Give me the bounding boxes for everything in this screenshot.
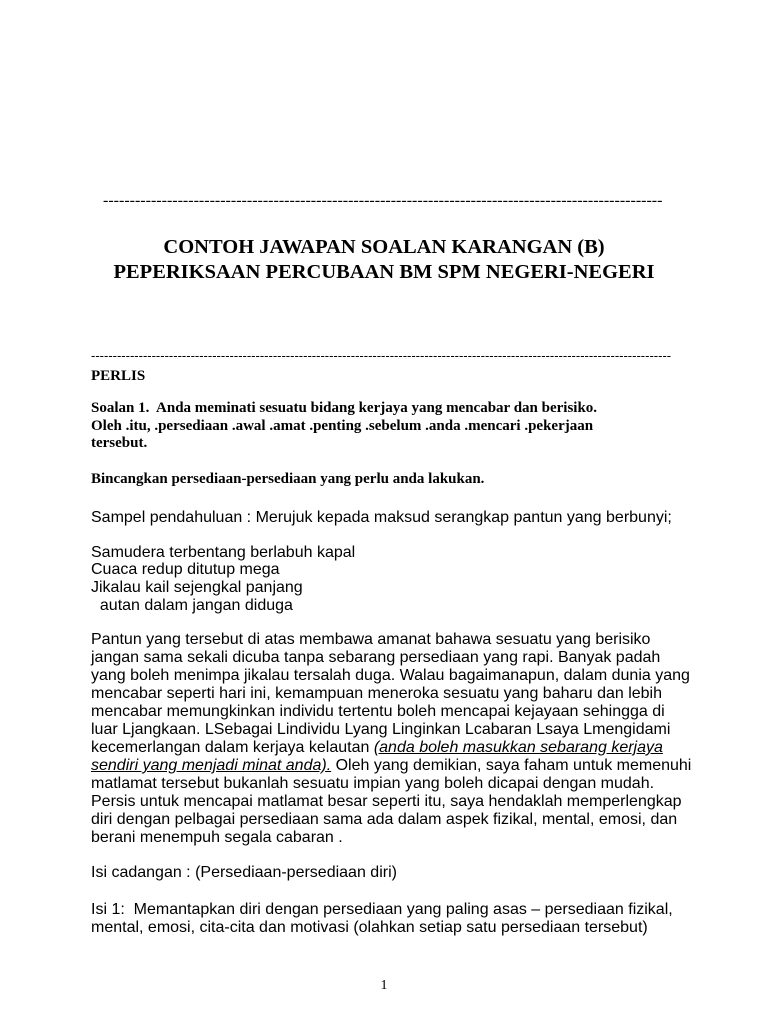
paragraph-line: matlamat tersebut bukanlah sesuatu impian yang boleh dicapai dengan mudah. bbox=[91, 775, 655, 792]
question-line: tersebut. bbox=[91, 435, 148, 451]
paragraph-line: Persis untuk mencapai matlamat besar seperti itu, saya hendaklah memperlengkap bbox=[91, 793, 682, 810]
paragraph-line: diri dengan pelbagai persediaan sama ada dalam aspek fizikal, mental, emosi, dan bbox=[91, 811, 678, 828]
pantun-line: autan dalam jangan diduga bbox=[91, 597, 293, 614]
paragraph-line: mencabar seperti hari ini, kemampuan meneroka sesuatu yang baharu dan lebih bbox=[91, 685, 663, 702]
title-line-1: CONTOH JAWAPAN SOALAN KARANGAN (B) bbox=[163, 236, 605, 258]
pantun-line: Cuaca redup ditutup mega bbox=[91, 561, 280, 578]
intro-label: Sampel pendahuluan : Merujuk kepada maksud serangkap pantun yang berbunyi; bbox=[91, 509, 672, 526]
paragraph-line bbox=[91, 739, 663, 757]
paragraph-note-italic: sendiri yang menjadi minat anda). bbox=[91, 757, 332, 774]
question-line: Soalan 1. Anda meminati sesuatu bidang kerjaya yang mencabar dan berisiko. bbox=[91, 400, 598, 416]
paragraph-note-italic: (anda boleh masukkan sebarang kerjaya bbox=[373, 739, 663, 756]
paragraph-text: Oleh yang demikian, saya faham untuk memenuhi bbox=[331, 757, 692, 774]
state-heading: PERLIS bbox=[91, 368, 146, 384]
paragraph-text: kecemerlangan dalam kerjaya kelautan bbox=[91, 739, 374, 756]
paragraph-line: berani menempuh segala cabaran . bbox=[91, 829, 343, 846]
pantun-line: Jikalau kail sejengkal panjang bbox=[91, 579, 303, 596]
pantun-line: Samudera terbentang berlabuh kapal bbox=[91, 544, 356, 561]
paragraph-line: jangan sama sekali dicuba tanpa sebarang persediaan yang rapi. Banyak padah bbox=[91, 649, 661, 666]
isi-cadangan-label: Isi cadangan : (Persediaan-persediaan diri) bbox=[91, 864, 397, 881]
isi-1-line: Isi 1: Memantapkan diri dengan persediaan yang paling asas – persediaan fizikal, bbox=[91, 901, 673, 918]
paragraph-line: mencabar memungkinkan individu tertentu boleh mencapai kejayaan sehingga di bbox=[91, 703, 665, 720]
isi-1-line: mental, emosi, cita-cita dan motivasi (olahkan setiap satu persediaan tersebut) bbox=[91, 919, 648, 936]
question-line: Oleh .itu, .persediaan .awal .amat .penting .sebelum .anda .mencari .pekerjaan bbox=[91, 418, 594, 434]
paragraph-line bbox=[91, 757, 691, 775]
paragraph-line: luar Ljangkaan. LSebagai Lindividu Lyang Linginkan Lcabaran Lsaya Lmengidami bbox=[91, 721, 671, 738]
page-number: 1 bbox=[380, 978, 388, 993]
separator-top: --------------------------------------------------------------------------------------------------------- bbox=[103, 192, 663, 209]
paragraph-line: Pantun yang tersebut di atas membawa amanat bahawa sesuatu yang berisiko bbox=[91, 631, 651, 648]
paragraph-line: yang boleh menimpa jikalau tersalah duga. Walau bagaimanapun, dalam dunia yang bbox=[91, 667, 690, 684]
title-line-2: PEPERIKSAAN PERCUBAAN BM SPM NEGERI-NEGERI bbox=[113, 261, 655, 283]
separator-mid: -------------------------------------------------------------------------------------------------------------------------------------- bbox=[91, 348, 672, 363]
question-instruction: Bincangkan persediaan-persediaan yang perlu anda lakukan. bbox=[91, 471, 485, 487]
